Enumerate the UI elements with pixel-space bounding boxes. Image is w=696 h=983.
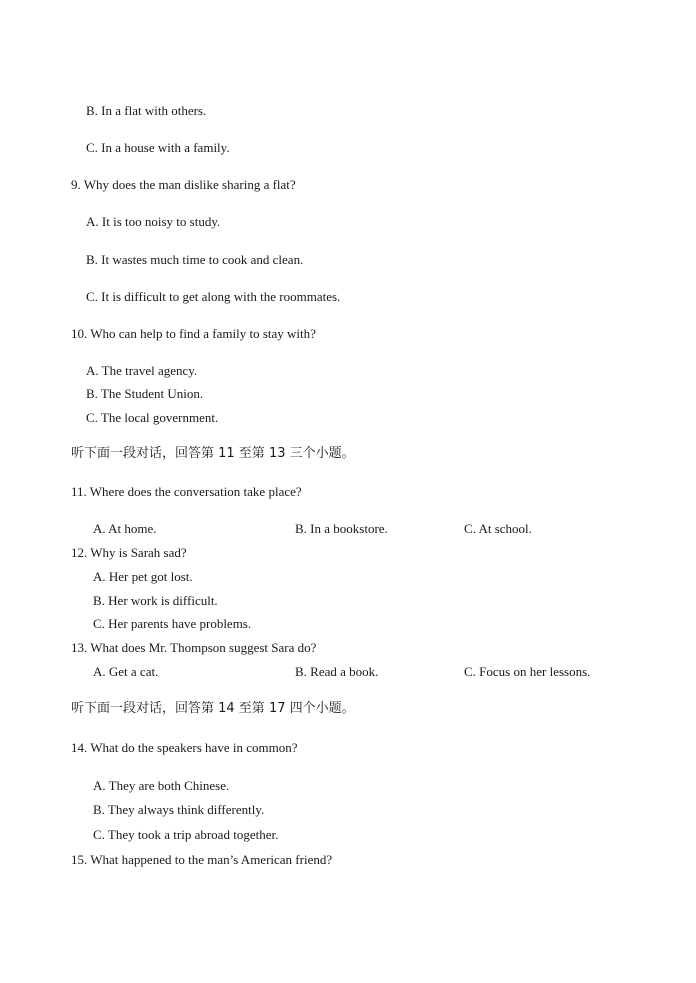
q9-option-b: B. It wastes much time to cook and clean. (86, 252, 304, 267)
section-instruction-14-17: 听下面一段对话，回答第 14 至第 17 四个小题。 (71, 701, 355, 716)
q13-option-b: B. Read a book. (295, 664, 379, 679)
q8-option-c: C. In a house with a family. (86, 140, 230, 155)
q8-option-b: B. In a flat with others. (86, 103, 207, 118)
q11-question: 11. Where does the conversation take place? (71, 484, 302, 499)
q11-option-a: A. At home. (93, 521, 157, 536)
q14-question: 14. What do the speakers have in common? (71, 740, 298, 755)
section-instruction-11-13: 听下面一段对话，回答第 11 至第 13 三个小题。 (71, 446, 355, 461)
q14-option-a: A. They are both Chinese. (93, 778, 230, 793)
q10-option-b: B. The Student Union. (86, 386, 204, 401)
q9-question: 9. Why does the man dislike sharing a flat? (71, 177, 296, 192)
q13-option-c: C. Focus on her lessons. (464, 664, 591, 679)
q13-option-a: A. Get a cat. (93, 664, 159, 679)
q9-option-a: A. It is too noisy to study. (86, 214, 221, 229)
q12-option-c: C. Her parents have problems. (93, 616, 252, 631)
q10-option-a: A. The travel agency. (86, 363, 198, 378)
q12-option-a: A. Her pet got lost. (93, 569, 193, 584)
q10-option-c: C. The local government. (86, 410, 219, 425)
q15-question: 15. What happened to the man’s American friend? (71, 852, 333, 867)
q9-option-c: C. It is difficult to get along with the roommates. (86, 289, 341, 304)
q10-question: 10. Who can help to find a family to stay with? (71, 326, 316, 341)
q12-question: 12. Why is Sarah sad? (71, 545, 187, 560)
q11-option-b: B. In a bookstore. (295, 521, 388, 536)
q11-option-c: C. At school. (464, 521, 532, 536)
q14-option-c: C. They took a trip abroad together. (93, 827, 279, 842)
q13-question: 13. What does Mr. Thompson suggest Sara do? (71, 640, 317, 655)
q14-option-b: B. They always think differently. (93, 802, 265, 817)
q12-option-b: B. Her work is difficult. (93, 593, 218, 608)
